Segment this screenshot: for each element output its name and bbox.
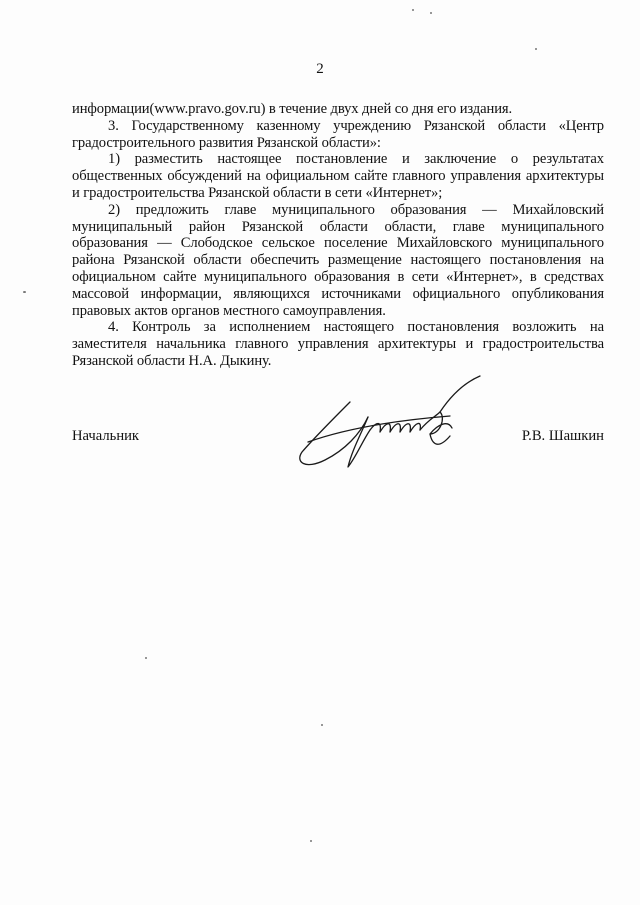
scan-speck xyxy=(412,9,414,11)
signer-position: Начальник xyxy=(72,428,140,444)
scan-speck xyxy=(310,840,312,842)
handwritten-signature xyxy=(290,372,500,482)
document-body xyxy=(72,101,604,370)
signature-block xyxy=(72,428,604,452)
scan-speck xyxy=(145,657,147,659)
paragraph-item-3-2: 2) предложить главе муниципального образования — Михайловский муниципальный район Рязанской области области, главе муниципального образования — Слободское сельское поселение Михайловского муниципального района Рязанской области обеспечить размещение настоящего постановления на официальном сайте муниципального образования в сети «Интернет», в средствах массовой информации, являющихся источниками официального опубликования правовых актов органов местного самоуправления. xyxy=(72,201,604,319)
scan-speck xyxy=(535,48,537,50)
scan-speck xyxy=(23,291,26,293)
scan-speck xyxy=(321,724,323,726)
scan-speck xyxy=(430,12,432,14)
signer-name: Р.В. Шашкин xyxy=(521,428,604,444)
paragraph-1: информации(www.pravo.gov.ru) в течение двух дней со дня его издания. xyxy=(72,101,513,117)
paragraph-item-4: 4. Контроль за исполнением настоящего постановления возложить на заместителя начальника главного управления архитектуры и градостроительства Рязанской области Н.А. Дыкину. xyxy=(72,319,604,369)
page-number: 2 xyxy=(316,61,324,77)
paragraph-item-3-1: 1) разместить настоящее постановление и заключение о результатах общественных обсуждений на официальном сайте главного управления архитектуры и градостроительства Рязанской области в сети «Интернет»; xyxy=(72,151,604,201)
paragraph-item-3: 3. Государственному казенному учреждению Рязанской области «Центр градостроительного развития Рязанской области»: xyxy=(72,117,604,151)
